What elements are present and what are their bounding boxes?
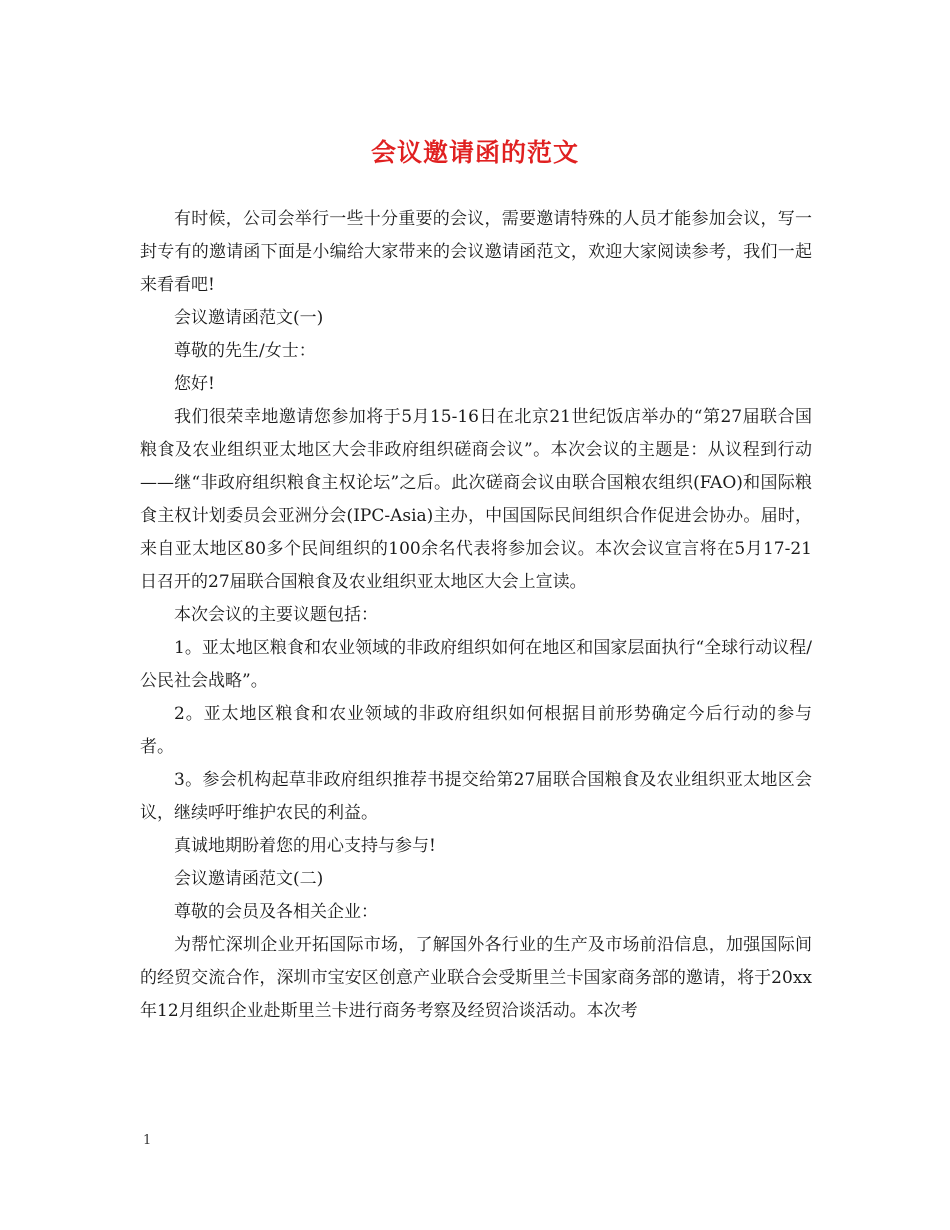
section-heading-2: 会议邀请函范文(二) — [174, 869, 324, 889]
greeting: 您好! — [174, 374, 215, 394]
topic-item-1: 1。亚太地区粮食和农业领域的非政府组织如何在地区和国家层面执行“全球行动议程/公民社会战略”。 — [140, 638, 812, 691]
document-title: 会议邀请函的范文 — [370, 138, 579, 167]
invitation-paragraph: 我们很荣幸地邀请您参加将于5月15-16日在北京21世纪饭店举办的“第27届联合国粮食及农业组织亚太地区大会非政府组织磋商会议”。本次会议的主题是：从议程到行动——继“非政府组织粮食主权论坛”之后。此次磋商会议由联合国粮农组织(FAO)和国际粮食主权计划委员会亚洲分会(IPC-Asia)主办，中国国际民间组织合作促进会协办。届时，来自亚太地区80多个民间组织的100余名代表将参加会议。本次会议宣言将在5月17-21日召开的27届联合国粮食及农业组织亚太地区大会上宣读。 — [140, 407, 812, 592]
topic-item-2: 2。亚太地区粮食和农业领域的非政府组织如何根据目前形势确定今后行动的参与者。 — [140, 704, 812, 757]
topics-heading: 本次会议的主要议题包括： — [174, 605, 378, 625]
section-heading-1: 会议邀请函范文(一) — [174, 308, 324, 328]
topic-item-3: 3。参会机构起草非政府组织推荐书提交给第27届联合国粮食及农业组织亚太地区会议，继续呼吁维护农民的利益。 — [140, 770, 812, 823]
document-body — [140, 203, 812, 1028]
intro-paragraph: 有时候，公司会举行一些十分重要的会议，需要邀请特殊的人员才能参加会议，写一封专有的邀请函下面是小编给大家带来的会议邀请函范文，欢迎大家阅读参考，我们一起来看看吧! — [140, 209, 812, 295]
salutation-1: 尊敬的先生/女士： — [174, 341, 316, 361]
salutation-2: 尊敬的会员及各相关企业： — [174, 902, 378, 922]
invitation-paragraph-2: 为帮忙深圳企业开拓国际市场，了解国外各行业的生产及市场前沿信息，加强国际间的经贸交流合作，深圳市宝安区创意产业联合会受斯里兰卡国家商务部的邀请，将于20xx年12月组织企业赴斯里兰卡进行商务考察及经贸洽谈活动。本次考 — [140, 935, 812, 1021]
page-number: 1 — [143, 1133, 152, 1148]
closing-line: 真诚地期盼着您的用心支持与参与! — [174, 836, 436, 856]
